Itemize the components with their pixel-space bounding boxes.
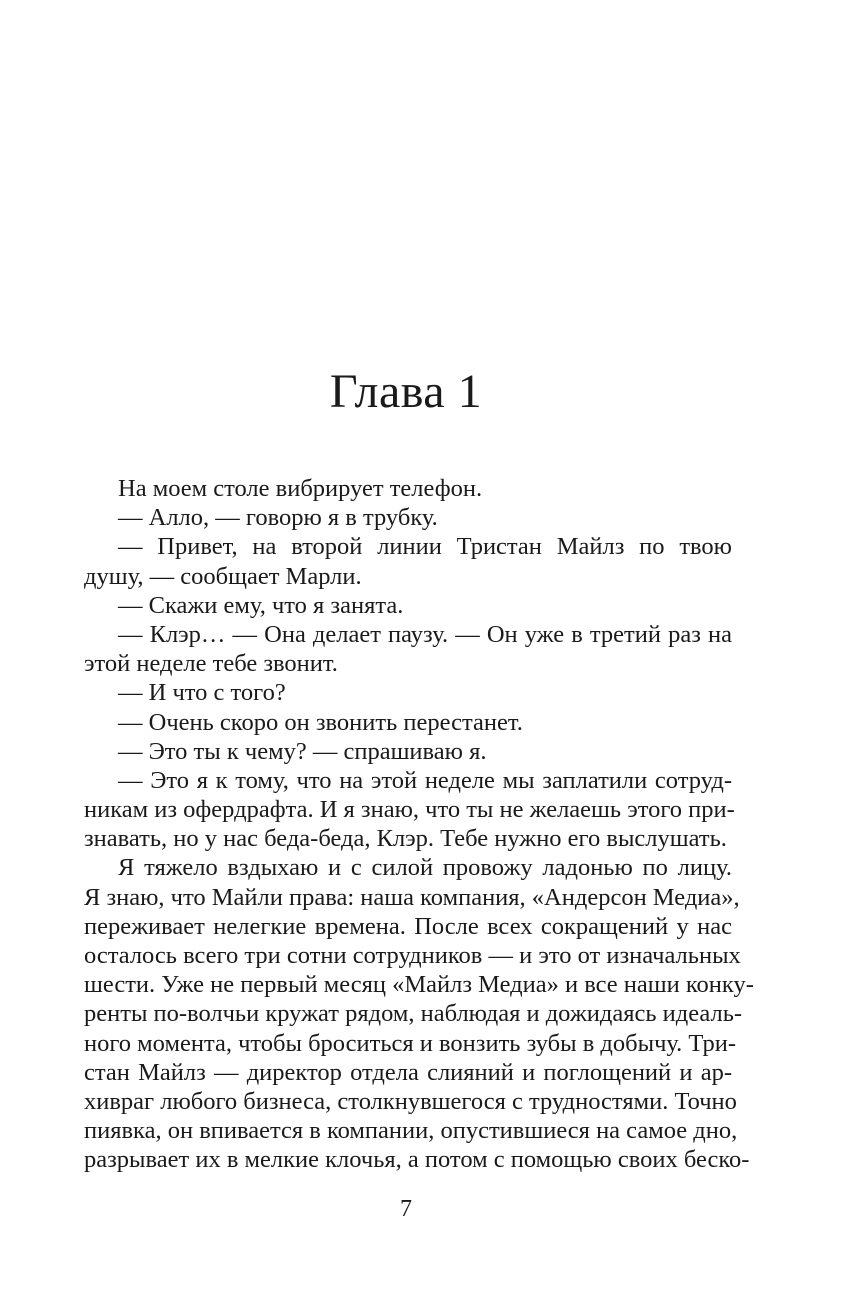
text-line: — И что с того? [118, 679, 286, 707]
text-line: разрывает их в мелкие клочья, а потом с помощью своих беско- [84, 1146, 750, 1174]
text-line: — Очень скоро он звонить перестанет. [118, 708, 523, 736]
text-line: знавать, но у нас беда-беда, Клэр. Тебе нужно его выслушать. [84, 825, 727, 853]
text-line: На моем столе вибрирует телефон. [118, 475, 483, 502]
text-line: переживает нелегкие времена. После всех сокращений у нас [84, 912, 732, 940]
text-line: осталось всего три сотни сотрудников — и это от изначальных [84, 942, 741, 969]
text-line: — Клэр… — Она делает паузу. — Он уже в третий раз на [118, 620, 732, 648]
text-line: никам из офердрафта. И я знаю, что ты не желаешь этого при- [84, 796, 735, 824]
text-line: Я знаю, что Майли права: наша компания, «Андерсон Медиа», [84, 883, 740, 911]
text-line: шести. Уже не первый месяц «Майлз Медиа» и все наши конку- [84, 971, 754, 999]
text-line: ренты по-волчьи кружат рядом, наблюдая и дожидаясь идеаль- [84, 1000, 743, 1028]
text-line: — Привет, на второй линии Тристан Майлз по твою [118, 533, 732, 561]
text-line: стан Майлз — директор отдела слияний и поглощений и ар- [84, 1058, 732, 1086]
page-number: 7 [400, 1196, 412, 1222]
body-text [84, 474, 754, 1175]
text-line: — Это я к тому, что на этой неделе мы заплатили сотруд- [118, 766, 732, 794]
text-line: этой неделе тебе звонит. [84, 650, 338, 678]
text-line: пиявка, он впивается в компании, опустившиеся на самое дно, [84, 1117, 738, 1145]
text-line: ного момента, чтобы броситься и вонзить зубы в добычу. Три- [84, 1029, 736, 1057]
text-line: — Это ты к чему? — спрашиваю я. [118, 737, 487, 765]
text-line: — Алло, — говорю я в трубку. [118, 504, 438, 532]
text-line: хивраг любого бизнеса, столкнувшегося с трудностями. Точно [84, 1087, 737, 1115]
text-line: — Скажи ему, что я занята. [118, 591, 404, 619]
text-line: душу, — сообщает Марли. [84, 562, 362, 590]
chapter-title: Глава 1 [329, 365, 483, 418]
text-line: Я тяжело вздыхаю и с силой провожу ладонью по лицу. [118, 854, 732, 882]
